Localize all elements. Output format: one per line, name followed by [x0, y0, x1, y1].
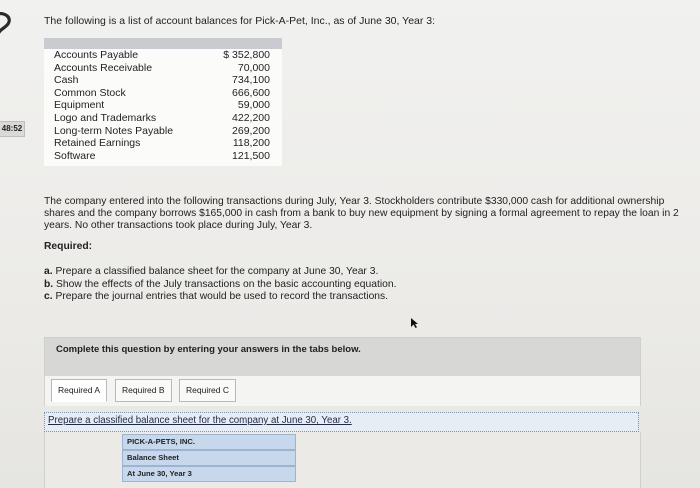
- tab-bar: [44, 376, 641, 406]
- account-name: Accounts Receivable: [54, 61, 153, 74]
- account-name: Long-term Notes Payable: [54, 124, 174, 137]
- account-amount: 666,600: [232, 86, 270, 99]
- account-amount: $ 352,800: [223, 49, 270, 61]
- table-row: [54, 62, 270, 75]
- account-name: Software: [54, 149, 96, 162]
- logo-icon: [0, 10, 16, 40]
- balances-table-header: [44, 38, 282, 49]
- table-row: [54, 137, 270, 150]
- list-item: [44, 279, 396, 292]
- instruction-text: Prepare a classified balance sheet for the company at June 30, Year 3.: [48, 415, 352, 426]
- account-amount: 734,100: [232, 74, 270, 87]
- tab-required-c[interactable]: Required C: [179, 379, 236, 402]
- timer-badge: 48:52: [0, 121, 25, 137]
- account-amount: 422,200: [232, 111, 270, 124]
- tab-required-b[interactable]: Required B: [115, 379, 172, 402]
- account-amount: 70,000: [237, 61, 270, 74]
- list-item: [44, 291, 396, 304]
- item-text: Prepare the journal entries that would be used to record the transactions.: [55, 291, 389, 302]
- item-text: Show the effects of the July transactions on the basic accounting equation.: [56, 278, 397, 290]
- statement-title: Balance Sheet: [122, 450, 296, 466]
- transactions-paragraph: The company entered into the following transactions during July, Year 3. Stockholders contribute $330,000 cash for additional ownership shares and the company borrows $165,000 in cash from a bank to buy new equipment by signing a formal agreement to repay the loan in 2 years. No other transactions took place during July, Year 3.: [44, 196, 679, 231]
- item-text: Prepare a classified balance sheet for the company at June 30, Year 3.: [55, 266, 379, 277]
- required-heading: Required:: [44, 241, 93, 252]
- account-name: Logo and Trademarks: [54, 111, 157, 124]
- list-item: [44, 266, 396, 279]
- requirements-list: [44, 266, 396, 304]
- account-name: Retained Earnings: [54, 137, 141, 150]
- table-row: [54, 112, 270, 125]
- table-row: [54, 49, 270, 62]
- item-letter: b.: [44, 278, 54, 290]
- statement-company: PICK-A-PETS, INC.: [122, 434, 296, 450]
- item-letter: a.: [44, 266, 53, 277]
- balances-table: [54, 49, 270, 162]
- account-amount: 118,200: [232, 137, 270, 150]
- table-row: [54, 125, 270, 138]
- account-name: Cash: [54, 74, 79, 87]
- table-row: [54, 99, 270, 112]
- tab-instruction: [44, 412, 639, 432]
- table-row: [54, 74, 270, 87]
- account-amount: 59,000: [237, 99, 270, 112]
- table-row: [54, 87, 270, 100]
- account-name: Equipment: [54, 99, 105, 112]
- account-amount: 269,200: [232, 124, 270, 137]
- table-row: [54, 150, 270, 163]
- account-amount: 121,500: [232, 149, 270, 162]
- item-letter: c.: [44, 291, 53, 302]
- tab-required-a[interactable]: Required A: [51, 379, 107, 402]
- mouse-cursor-icon: [410, 317, 419, 329]
- statement-date: At June 30, Year 3: [122, 466, 296, 482]
- banner-text: Complete this question by entering your answers in the tabs below.: [56, 344, 361, 355]
- account-name: Common Stock: [54, 86, 126, 99]
- intro-text: The following is a list of account balances for Pick-A-Pet, Inc., as of June 30, Year 3:: [44, 15, 436, 27]
- account-name: Accounts Payable: [54, 49, 139, 61]
- instructions-banner: [44, 337, 641, 377]
